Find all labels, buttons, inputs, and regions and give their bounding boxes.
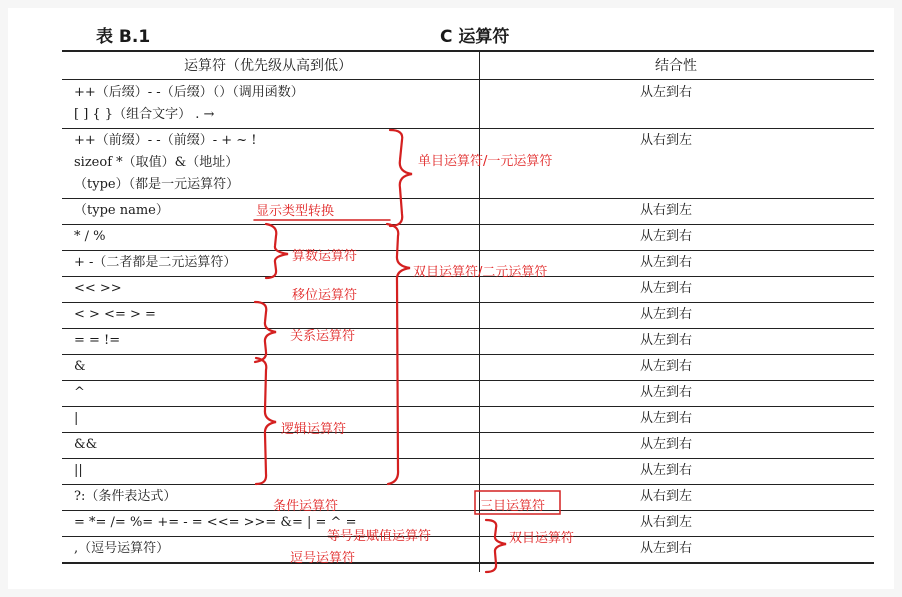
operator-cell: + -（二者都是二元运算符）	[74, 255, 237, 270]
associativity-cell: 从左到右	[640, 307, 693, 322]
row-rule	[62, 380, 874, 381]
row-rule	[62, 224, 874, 225]
associativity-cell: 从左到右	[640, 359, 693, 374]
annotation-relational: 关系运算符	[290, 329, 356, 344]
associativity-cell: 从左到右	[640, 541, 693, 556]
operator-cell: （type）（都是一元运算符）	[74, 177, 240, 192]
row-rule	[62, 484, 874, 485]
associativity-cell: 从右到左	[640, 489, 693, 504]
operator-cell: sizeof *（取值）&（地址）	[74, 155, 239, 170]
operator-cell: &	[74, 359, 86, 374]
table-top-rule	[62, 50, 874, 52]
row-rule	[62, 354, 874, 355]
operator-cell: ^	[74, 385, 85, 400]
operator-cell: ||	[74, 463, 83, 478]
annotation-cast: 显示类型转换	[256, 204, 335, 219]
associativity-cell: 从左到右	[640, 85, 693, 100]
annotation-comma: 逗号运算符	[290, 551, 356, 566]
associativity-cell: 从左到右	[640, 255, 693, 270]
table-title: C 运算符	[440, 27, 510, 47]
associativity-cell: 从右到左	[640, 133, 693, 148]
annotation-shift: 移位运算符	[292, 288, 358, 303]
annotation-binary-secondary: 双目运算符	[509, 531, 575, 546]
operator-cell: ++（后缀）- -（后缀）（）（调用函数）	[74, 85, 304, 100]
annotation-unary: 单目运算符/一元运算符	[418, 154, 553, 169]
row-rule	[62, 406, 874, 407]
associativity-cell: 从左到右	[640, 333, 693, 348]
associativity-cell: 从右到左	[640, 203, 693, 218]
row-rule	[62, 302, 874, 303]
header-rule	[62, 79, 874, 80]
row-rule	[62, 128, 874, 129]
associativity-cell: 从左到右	[640, 463, 693, 478]
annotation-assignment: 等号是赋值运算符	[327, 529, 432, 544]
operator-cell: << >>	[74, 281, 122, 296]
operator-cell: [ ] { }（组合文字） . →	[74, 107, 215, 122]
operator-cell: = = !=	[74, 333, 121, 348]
associativity-cell: 从左到右	[640, 385, 693, 400]
associativity-cell: 从左到右	[640, 229, 693, 244]
operator-cell: （type name）	[74, 203, 169, 218]
annotation-binary: 双目运算符/二元运算符	[413, 265, 548, 280]
operator-cell: &&	[74, 437, 98, 452]
operator-cell: ++（前缀）- -（前缀）- + ~ !	[74, 133, 257, 148]
row-rule	[62, 250, 874, 251]
operator-cell: = *= /= %= += - = <<= >>= &= | = ^ =	[74, 515, 357, 530]
annotation-conditional: 条件运算符	[273, 499, 339, 514]
associativity-cell: 从左到右	[640, 437, 693, 452]
header-associativity: 结合性	[655, 58, 697, 74]
operator-cell: < > <= > =	[74, 307, 156, 322]
operator-cell: ?:（条件表达式）	[74, 489, 177, 504]
operator-cell: |	[74, 411, 79, 426]
row-rule	[62, 562, 874, 564]
row-rule	[62, 458, 874, 459]
annotation-arithmetic: 算数运算符	[292, 249, 358, 264]
header-operators: 运算符（优先级从高到低）	[184, 58, 352, 74]
annotation-logical: 逻辑运算符	[281, 422, 347, 437]
row-rule	[62, 510, 874, 511]
operator-cell: * / %	[74, 229, 106, 244]
row-rule	[62, 328, 874, 329]
row-rule	[62, 198, 874, 199]
row-rule	[62, 536, 874, 537]
associativity-cell: 从左到右	[640, 281, 693, 296]
operator-cell: ,（逗号运算符）	[74, 541, 170, 556]
row-rule	[62, 432, 874, 433]
associativity-cell: 从左到右	[640, 411, 693, 426]
associativity-cell: 从右到左	[640, 515, 693, 530]
table-label: 表 B.1	[96, 27, 151, 47]
annotation-ternary: 三目运算符	[480, 499, 546, 514]
